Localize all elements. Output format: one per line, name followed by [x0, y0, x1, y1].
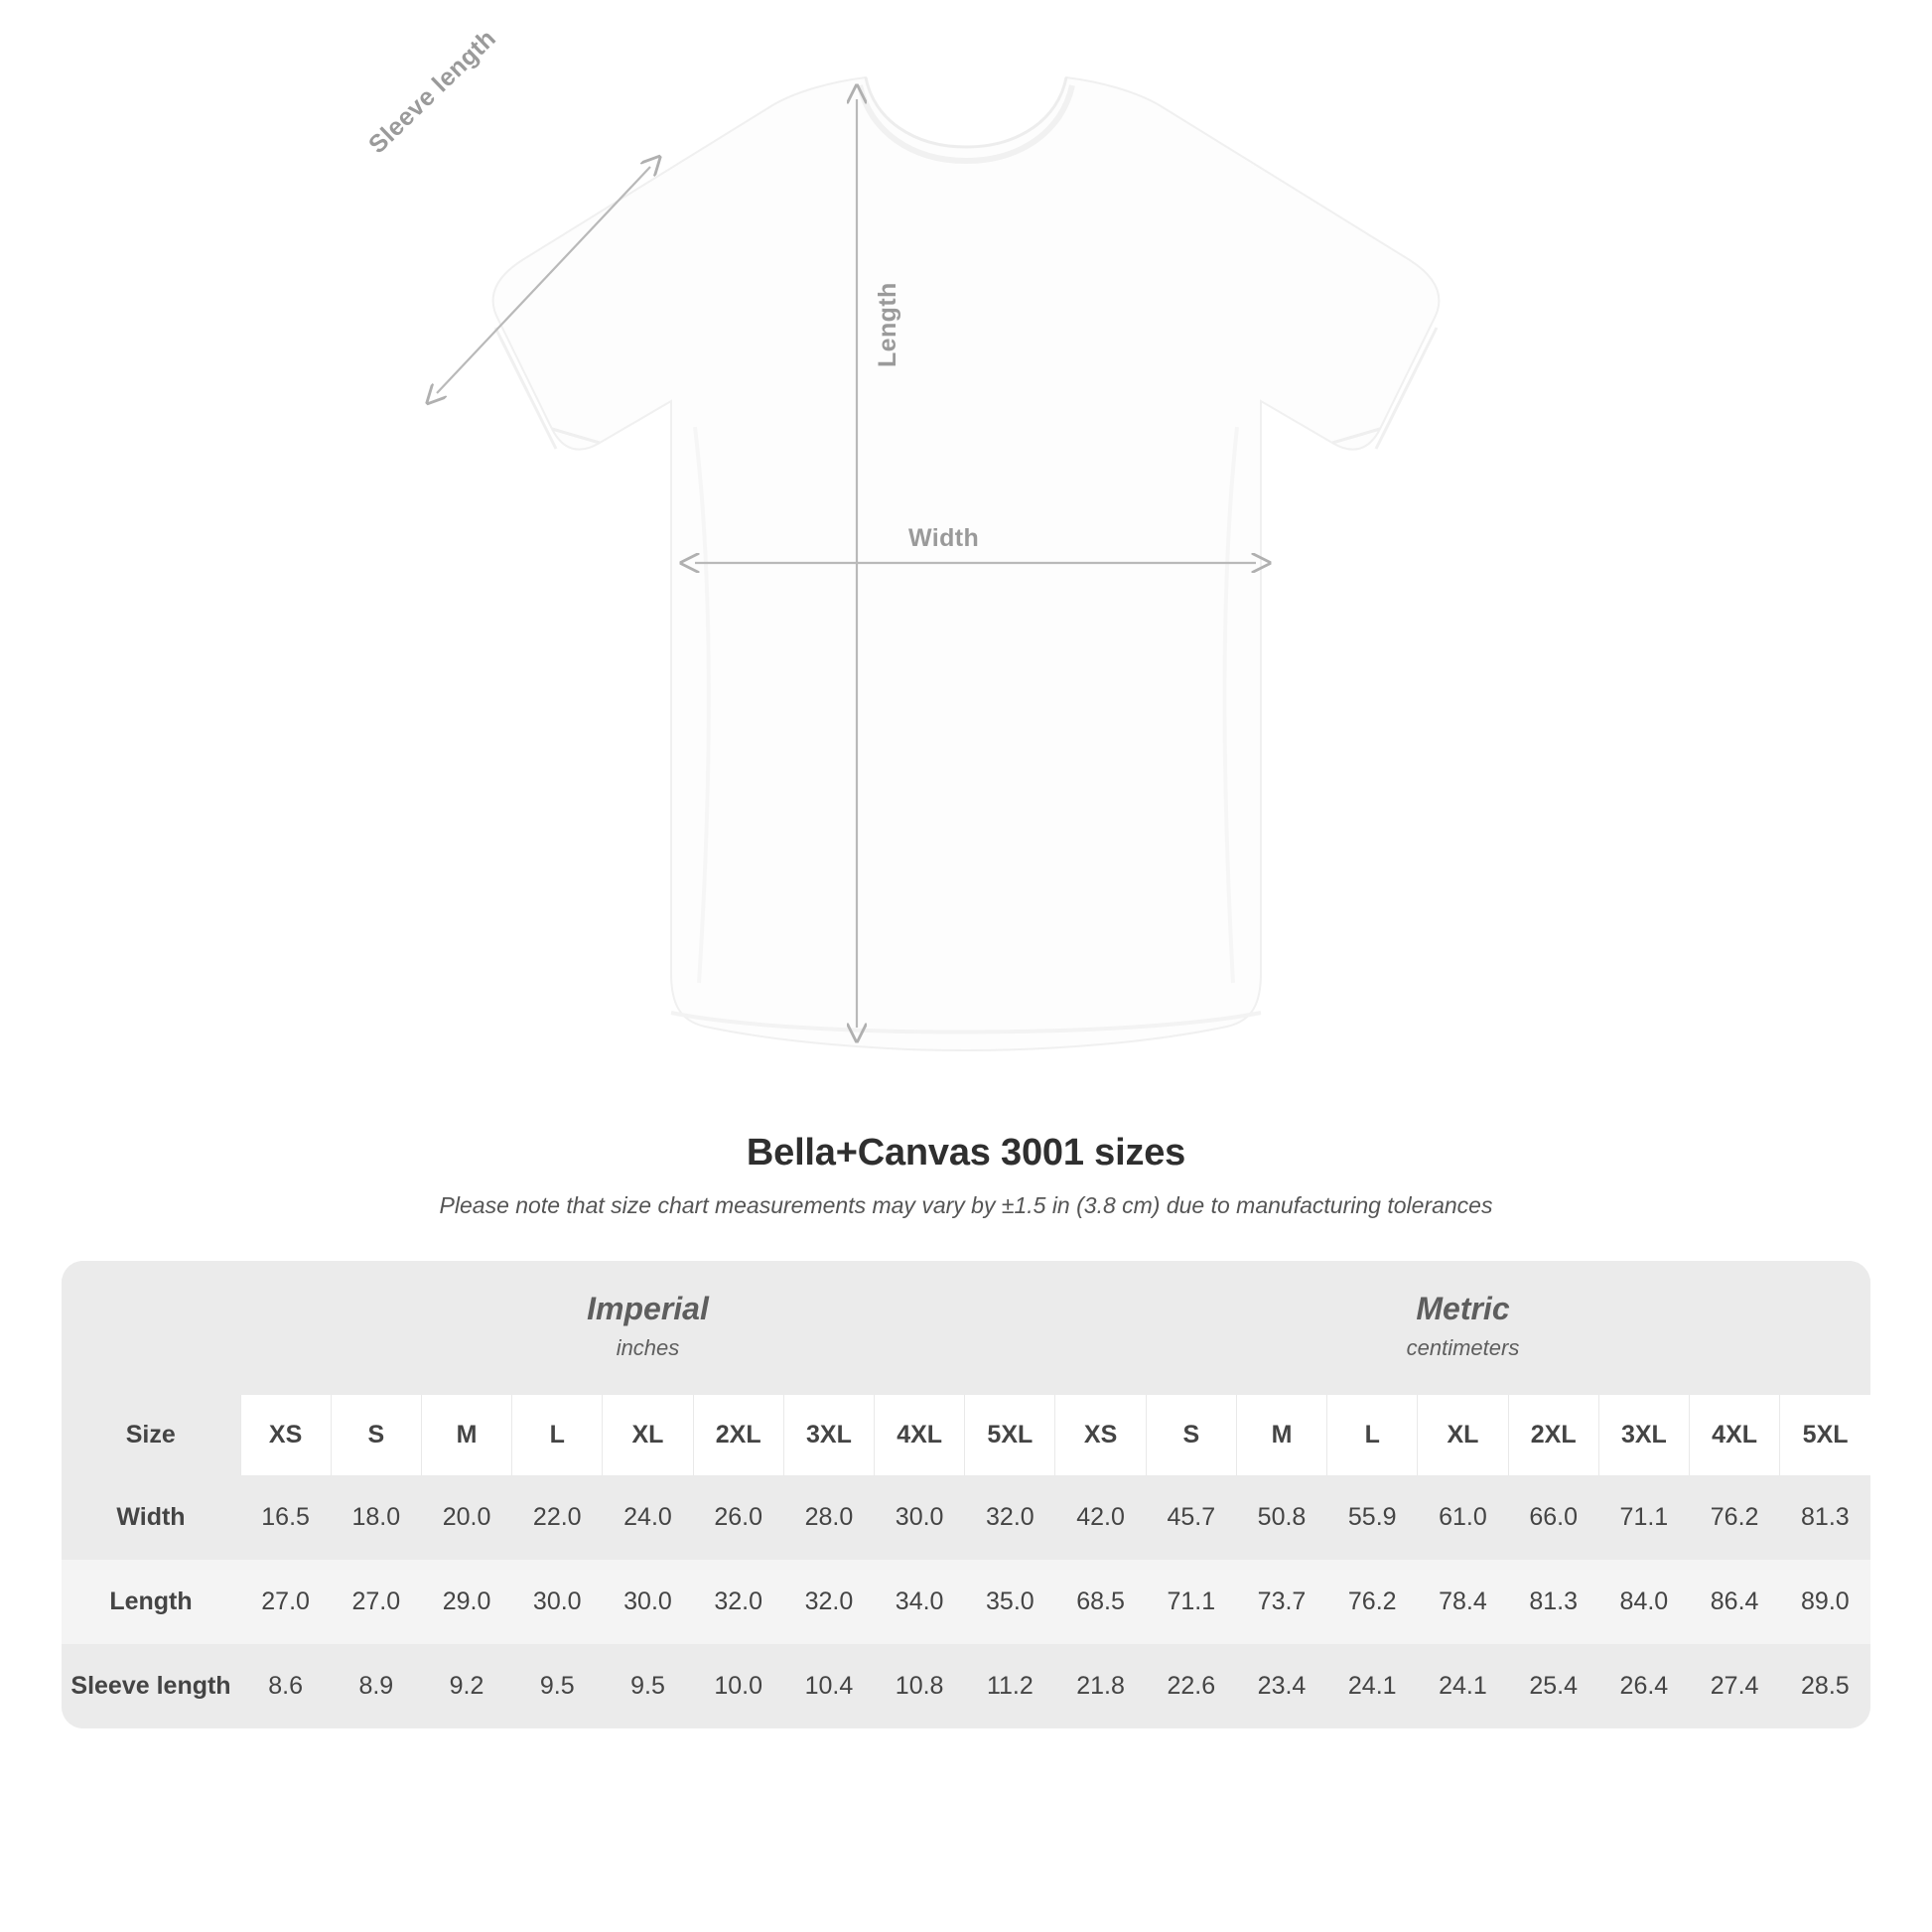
table-cell: 45.7	[1146, 1475, 1236, 1560]
table-cell: 71.1	[1598, 1475, 1689, 1560]
table-cell: 24.1	[1327, 1644, 1418, 1728]
tolerance-note: Please note that size chart measurements may vary by ±1.5 in (3.8 cm) due to manufacturing tolerances	[439, 1192, 1493, 1218]
table-cell: 89.0	[1780, 1560, 1870, 1644]
unit-header-spacer	[62, 1261, 240, 1395]
table-cell: 34.0	[875, 1560, 965, 1644]
table-cell: 27.0	[331, 1560, 421, 1644]
title-block	[0, 1132, 1932, 1219]
table-row	[62, 1475, 1870, 1560]
table-cell: 22.6	[1146, 1644, 1236, 1728]
size-table-container	[62, 1261, 1870, 1728]
size-table	[62, 1261, 1870, 1728]
size-header-cell: XS	[240, 1395, 331, 1475]
table-cell: 26.0	[693, 1475, 783, 1560]
table-cell: 11.2	[965, 1644, 1055, 1728]
table-cell: 81.3	[1780, 1475, 1870, 1560]
table-cell: 68.5	[1055, 1560, 1146, 1644]
size-header-cell: 4XL	[875, 1395, 965, 1475]
size-header-cell: M	[421, 1395, 511, 1475]
table-cell: 10.8	[875, 1644, 965, 1728]
unit-group-metric-sub: centimeters	[1406, 1335, 1520, 1360]
table-cell: 30.0	[603, 1560, 693, 1644]
table-cell: 9.2	[421, 1644, 511, 1728]
table-cell: 24.0	[603, 1475, 693, 1560]
size-header-cell: 3XL	[1598, 1395, 1689, 1475]
table-cell: 20.0	[421, 1475, 511, 1560]
table-cell: 81.3	[1508, 1560, 1598, 1644]
table-cell: 61.0	[1418, 1475, 1508, 1560]
size-header-cell: XL	[603, 1395, 693, 1475]
table-cell: 25.4	[1508, 1644, 1598, 1728]
table-cell: 42.0	[1055, 1475, 1146, 1560]
table-cell: 29.0	[421, 1560, 511, 1644]
table-cell: 16.5	[240, 1475, 331, 1560]
table-cell: 35.0	[965, 1560, 1055, 1644]
table-cell: 9.5	[603, 1644, 693, 1728]
table-cell: 73.7	[1236, 1560, 1326, 1644]
size-header-cell: 5XL	[965, 1395, 1055, 1475]
table-cell: 28.5	[1780, 1644, 1870, 1728]
table-cell: 32.0	[693, 1560, 783, 1644]
table-cell: 32.0	[965, 1475, 1055, 1560]
table-cell: 23.4	[1236, 1644, 1326, 1728]
table-cell: 84.0	[1598, 1560, 1689, 1644]
table-cell: 76.2	[1690, 1475, 1780, 1560]
row-label-width: Width	[62, 1475, 240, 1560]
unit-group-metric-name: Metric	[1416, 1291, 1510, 1326]
table-cell: 10.0	[693, 1644, 783, 1728]
unit-group-metric	[1055, 1261, 1870, 1395]
table-cell: 28.0	[783, 1475, 874, 1560]
table-cell: 22.0	[512, 1475, 603, 1560]
size-header-cell: S	[331, 1395, 421, 1475]
row-label-length: Length	[62, 1560, 240, 1644]
size-header-cell: 5XL	[1780, 1395, 1870, 1475]
size-header-cell: L	[1327, 1395, 1418, 1475]
table-cell: 8.9	[331, 1644, 421, 1728]
size-header-cell: 3XL	[783, 1395, 874, 1475]
unit-group-imperial-sub: inches	[616, 1335, 680, 1360]
table-cell: 30.0	[512, 1560, 603, 1644]
table-cell: 50.8	[1236, 1475, 1326, 1560]
table-cell: 71.1	[1146, 1560, 1236, 1644]
table-cell: 30.0	[875, 1475, 965, 1560]
table-cell: 26.4	[1598, 1644, 1689, 1728]
table-cell: 8.6	[240, 1644, 331, 1728]
row-label-sleeve-length: Sleeve length	[62, 1644, 240, 1728]
length-label: Length	[874, 282, 901, 367]
table-cell: 10.4	[783, 1644, 874, 1728]
table-cell: 27.4	[1690, 1644, 1780, 1728]
size-header-cell: XS	[1055, 1395, 1146, 1475]
table-cell: 18.0	[331, 1475, 421, 1560]
table-cell: 86.4	[1690, 1560, 1780, 1644]
page-title: Bella+Canvas 3001 sizes	[746, 1132, 1186, 1173]
sleeve-length-label: Sleeve length	[363, 24, 502, 160]
size-header-cell: L	[512, 1395, 603, 1475]
table-cell: 27.0	[240, 1560, 331, 1644]
size-header-cell: M	[1236, 1395, 1326, 1475]
unit-group-imperial-name: Imperial	[587, 1291, 709, 1326]
table-cell: 78.4	[1418, 1560, 1508, 1644]
unit-group-imperial	[240, 1261, 1055, 1395]
size-header-cell: 2XL	[1508, 1395, 1598, 1475]
table-cell: 9.5	[512, 1644, 603, 1728]
table-row	[62, 1644, 1870, 1728]
width-label: Width	[908, 524, 980, 552]
table-cell: 66.0	[1508, 1475, 1598, 1560]
table-cell: 55.9	[1327, 1475, 1418, 1560]
size-header-cell: 4XL	[1690, 1395, 1780, 1475]
table-cell: 21.8	[1055, 1644, 1146, 1728]
size-header-cell: XL	[1418, 1395, 1508, 1475]
table-cell: 32.0	[783, 1560, 874, 1644]
row-label-size: Size	[62, 1395, 240, 1475]
table-cell: 24.1	[1418, 1644, 1508, 1728]
size-header-row	[62, 1395, 1870, 1475]
size-header-cell: S	[1146, 1395, 1236, 1475]
table-row	[62, 1560, 1870, 1644]
unit-header-row	[62, 1261, 1870, 1395]
size-header-cell: 2XL	[693, 1395, 783, 1475]
table-cell: 76.2	[1327, 1560, 1418, 1644]
